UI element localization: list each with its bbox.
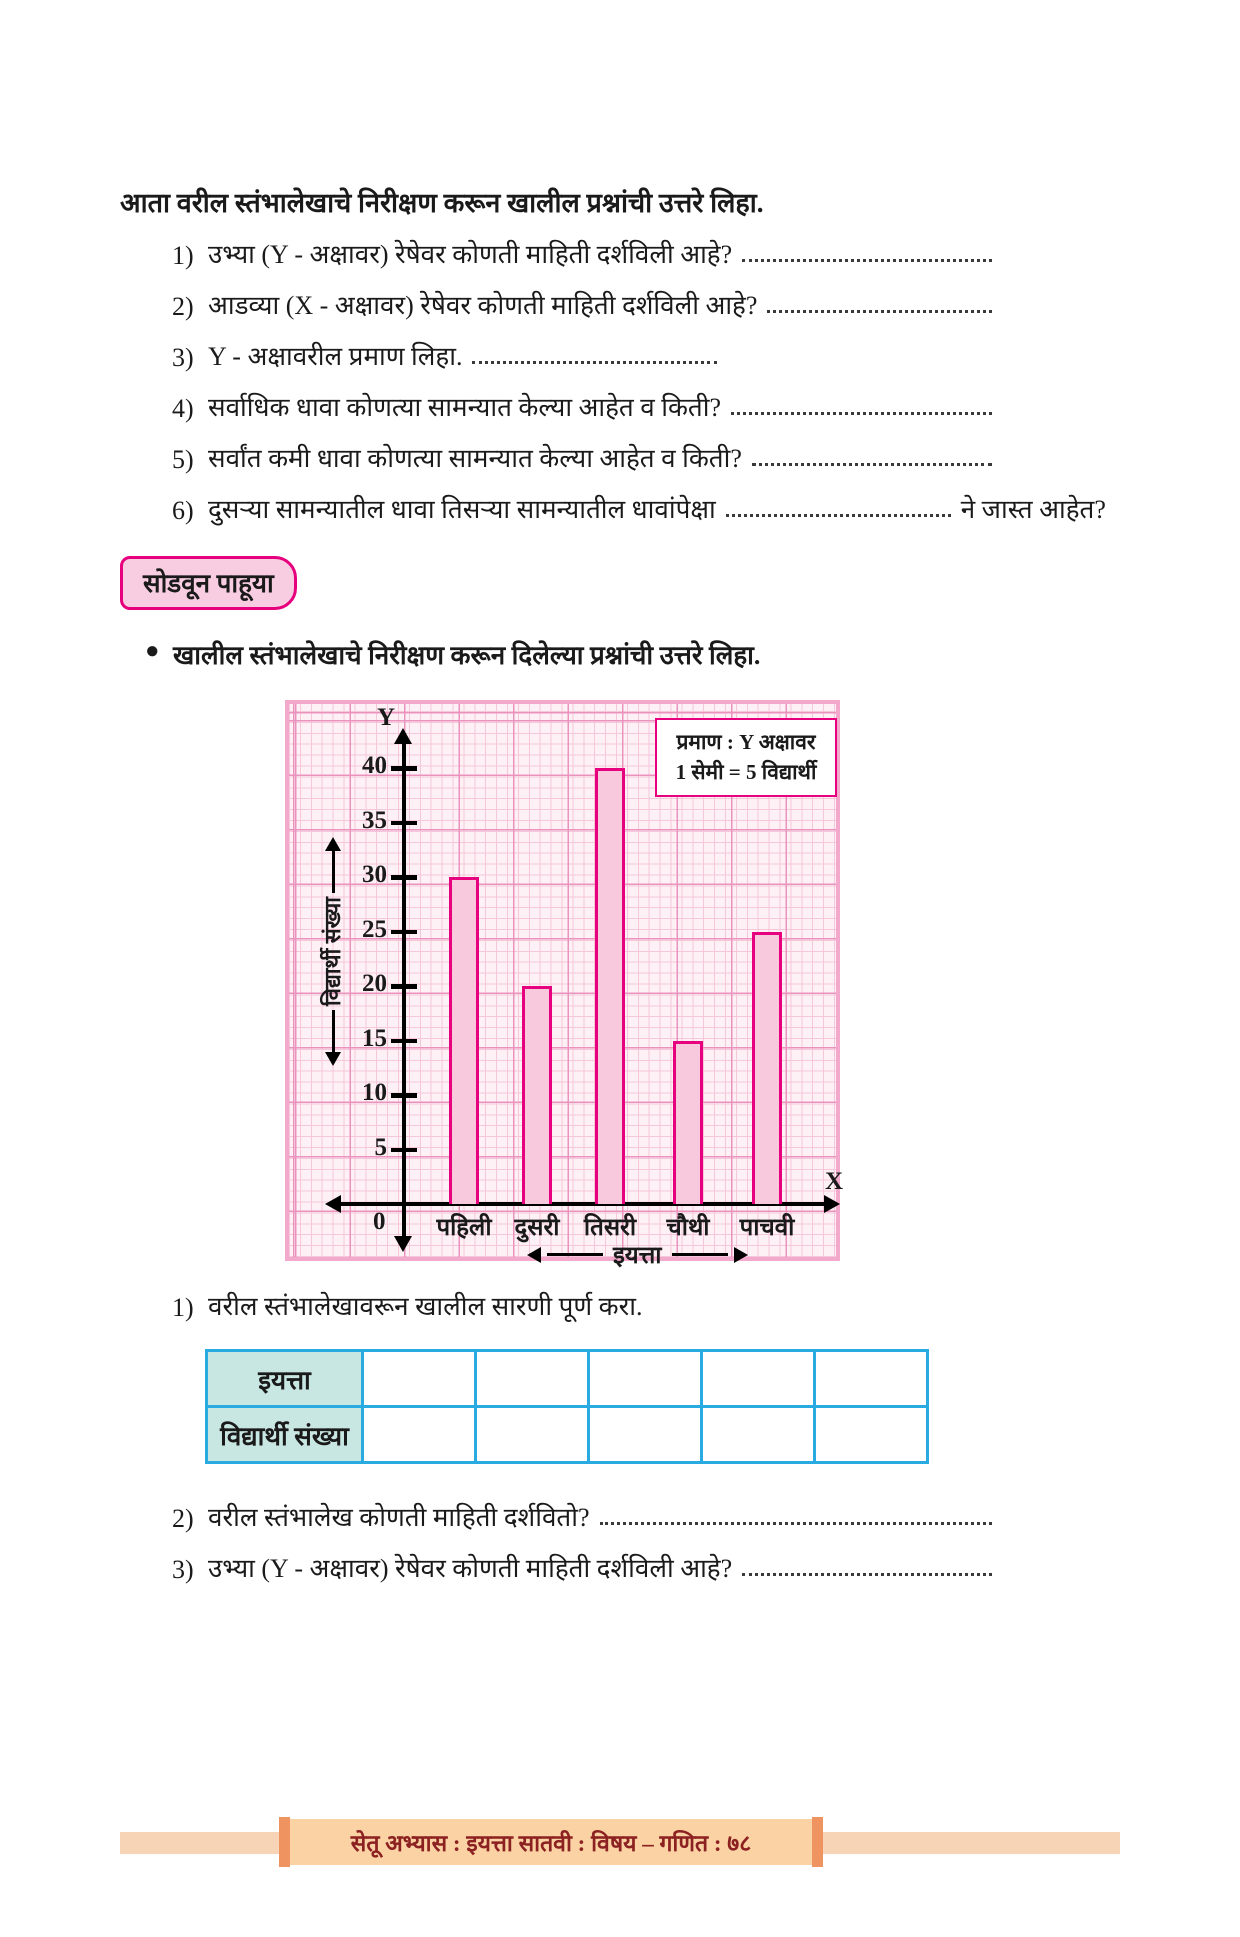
y-axis-tick (391, 984, 417, 989)
x-category-label: दुसरी (514, 1215, 560, 1241)
bar-4 (673, 1041, 703, 1205)
question-row (172, 1498, 992, 1534)
scale-legend-box (655, 718, 837, 797)
question-text: उभ्या (Y - अक्षावर) रेषेवर कोणती माहिती दर्शविली आहे? (208, 1554, 733, 1583)
activity-box-label: सोडवून पाहूया (120, 556, 297, 610)
table-empty-cell (815, 1407, 928, 1463)
question-row (172, 490, 1106, 526)
bar-1 (449, 877, 479, 1204)
question-suffix: ने जास्त आहेत? (960, 495, 1106, 524)
table-row (207, 1407, 928, 1463)
question-text: Y - अक्षावरील प्रमाण लिहा. (208, 342, 463, 371)
footer-text: सेतू अभ्यास : इयत्ता सातवी : विषय – गणित : ७८ (350, 1831, 752, 1856)
bar-2 (522, 986, 552, 1204)
question-number: 2) (172, 292, 194, 321)
table-row-header: इयत्ता (207, 1351, 363, 1407)
question-text: वरील स्तंभालेख कोणती माहिती दर्शवितो? (208, 1503, 590, 1532)
table-empty-cell (363, 1407, 476, 1463)
x-axis-arrow-right-icon (824, 1195, 840, 1213)
y-axis-tick-label: 40 (362, 752, 387, 779)
question-number: 5) (172, 445, 194, 474)
answer-dotted-line (600, 1522, 993, 1525)
arrow-line (332, 1010, 335, 1052)
answer-dotted-line (726, 514, 951, 517)
x-category-label: पहिली (436, 1215, 492, 1241)
right-arrowhead-icon (734, 1247, 748, 1263)
question-row (172, 337, 992, 373)
table-empty-cell (476, 1407, 589, 1463)
page-title: आता वरील स्तंभालेखाचे निरीक्षण करून खालील प्रश्नांची उत्तरे लिहा. (120, 188, 764, 218)
arrow-line (672, 1253, 728, 1256)
answer-dotted-line (472, 361, 717, 364)
y-axis-tick (391, 1039, 417, 1044)
y-axis-tick (391, 1093, 417, 1098)
answer-dotted-line (742, 259, 992, 262)
page-footer (0, 1819, 1240, 1867)
bar-chart (285, 700, 844, 1269)
y-axis-arrow-up-icon (394, 728, 412, 744)
question-text: आडव्या (X - अक्षावर) रेषेवर कोणती माहिती दर्शविली आहे? (208, 291, 758, 320)
origin-label: 0 (373, 1208, 386, 1235)
table-empty-cell (702, 1407, 815, 1463)
table-empty-cell (589, 1351, 702, 1407)
y-axis-tick-label: 20 (362, 970, 387, 997)
question-number: 6) (172, 496, 194, 525)
down-arrowhead-icon (325, 1052, 341, 1066)
y-axis-tick (391, 821, 417, 826)
y-axis-tick (391, 1148, 417, 1153)
question-row (172, 1549, 992, 1585)
answer-dotted-line (767, 310, 992, 313)
question-row (172, 286, 992, 322)
bullet-instruction-row (145, 636, 1120, 672)
scale-legend-line2: 1 सेमी = 5 विद्यार्थी (675, 760, 817, 785)
answer-dotted-line (742, 1573, 992, 1576)
y-axis-arrow-down-icon (394, 1236, 412, 1252)
question-text: उभ्या (Y - अक्षावर) रेषेवर कोणती माहिती दर्शविली आहे? (208, 240, 733, 269)
answer-dotted-line (731, 412, 992, 415)
x-category-label: पाचवी (739, 1215, 795, 1241)
scale-legend-line1: प्रमाण : Y अक्षावर (676, 730, 816, 754)
y-axis-letter: Y (377, 704, 396, 731)
question-number: 1) (172, 241, 194, 270)
question-text: दुसऱ्या सामन्यातील धावा तिसऱ्या सामन्यातील धावांपेक्षा (208, 495, 716, 524)
table-empty-cell (363, 1351, 476, 1407)
question-text: सर्वांत कमी धावा कोणत्या सामन्यात केल्या आहेत व किती? (208, 444, 742, 473)
question-text: सर्वाधिक धावा कोणत्या सामन्यात केल्या आहेत व किती? (208, 393, 722, 422)
question-row (172, 439, 992, 475)
question-number: 4) (172, 394, 194, 423)
up-arrowhead-icon (325, 837, 341, 851)
bar-5 (752, 932, 782, 1205)
x-category-label: चौथी (666, 1215, 710, 1241)
question-number: 1) (172, 1293, 194, 1322)
arrow-line (332, 851, 335, 893)
y-axis-tick (391, 766, 417, 771)
table-empty-cell (815, 1351, 928, 1407)
table-row-header: विद्यार्थी संख्या (207, 1407, 363, 1463)
table-row (207, 1351, 928, 1407)
y-axis-tick-label: 30 (362, 861, 387, 888)
table-empty-cell (702, 1351, 815, 1407)
bullet-icon: ● (145, 638, 160, 664)
question-number: 3) (172, 1555, 194, 1584)
y-axis-tick (391, 930, 417, 935)
question-row (172, 388, 992, 424)
left-arrowhead-icon (527, 1247, 541, 1263)
x-category-label: तिसरी (583, 1215, 637, 1241)
x-axis-letter: X (825, 1168, 844, 1195)
questions-top (120, 235, 1120, 526)
x-axis-title: इयत्ता (613, 1243, 662, 1269)
y-axis-tick-label: 25 (362, 915, 387, 943)
question-number: 3) (172, 343, 194, 372)
footer-box (290, 1819, 812, 1865)
x-axis-arrow-left-icon (325, 1195, 341, 1213)
answer-dotted-line (752, 463, 992, 466)
y-axis-title: विद्यार्थी संख्या (320, 897, 345, 1006)
completion-table (205, 1349, 929, 1464)
bar-3 (595, 768, 625, 1204)
y-axis-line (402, 742, 406, 1236)
question-text: वरील स्तंभालेखावरून खालील सारणी पूर्ण करा. (208, 1292, 643, 1321)
question-row (172, 1287, 992, 1323)
question-number: 2) (172, 1504, 194, 1533)
y-axis-tick-label: 15 (362, 1024, 387, 1052)
y-axis-tick-label: 5 (374, 1133, 387, 1161)
page-content (0, 183, 1240, 1585)
bullet-instruction-text: खालील स्तंभालेखाचे निरीक्षण करून दिलेल्या प्रश्नांची उत्तरे लिहा. (173, 641, 761, 670)
table-empty-cell (589, 1407, 702, 1463)
y-axis-tick-label: 35 (362, 806, 387, 834)
y-axis-tick-label: 10 (362, 1079, 387, 1106)
y-axis-tick (391, 875, 417, 880)
question-row (172, 235, 992, 271)
table-empty-cell (476, 1351, 589, 1407)
arrow-line (547, 1253, 603, 1256)
